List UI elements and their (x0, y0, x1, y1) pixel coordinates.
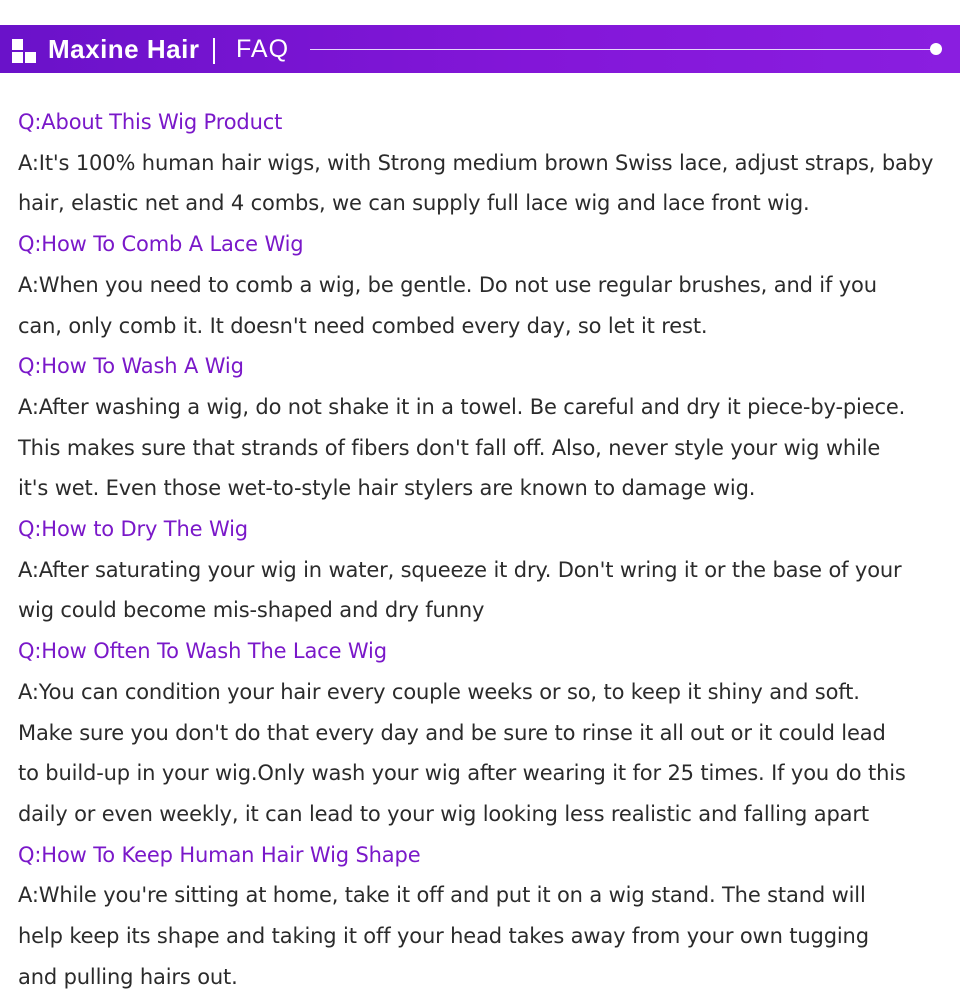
faq-item (18, 631, 948, 835)
faq-answer-line: A:After saturating your wig in water, squeeze it dry. Don't wring it or the base of your (18, 557, 902, 582)
faq-answer-line: This makes sure that strands of fibers don't fall off. Also, never style your wig while (18, 435, 881, 460)
dot-icon (930, 43, 942, 55)
faq-question: Q:How To Wash A Wig (18, 354, 244, 379)
faq-answer-line: can, only comb it. It doesn't need combed every day, so let it rest. (18, 313, 708, 338)
faq-item (18, 835, 948, 998)
faq-answer-line: Make sure you don't do that every day and be sure to rinse it all out or it could lead (18, 720, 886, 745)
faq-question: Q:How To Keep Human Hair Wig Shape (18, 842, 421, 867)
faq-answer-line: hair, elastic net and 4 combs, we can supply full lace wig and lace front wig. (18, 191, 810, 216)
faq-item (18, 102, 948, 224)
faq-answer-line: A:While you're sitting at home, take it off and put it on a wig stand. The stand will (18, 883, 866, 908)
faq-answer-line: A:It's 100% human hair wigs, with Strong medium brown Swiss lace, adjust straps, baby (18, 150, 934, 175)
faq-answer-line: A:You can condition your hair every couple weeks or so, to keep it shiny and soft. (18, 679, 860, 704)
faq-answer-line: it's wet. Even those wet-to-style hair stylers are known to damage wig. (18, 476, 756, 501)
section-title: FAQ (236, 35, 290, 63)
faq-answer-line: A:When you need to comb a wig, be gentle. Do not use regular brushes, and if you (18, 272, 877, 297)
faq-answer-line: daily or even weekly, it can lead to your wig looking less realistic and falling apart (18, 801, 869, 826)
faq-answer-line: help keep its shape and taking it off your head takes away from your own tugging (18, 924, 869, 949)
faq-question: Q:How Often To Wash The Lace Wig (18, 639, 387, 664)
faq-question: Q:How to Dry The Wig (18, 517, 248, 542)
faq-banner (0, 25, 960, 73)
title-separator (213, 38, 215, 64)
faq-question: Q:About This Wig Product (18, 110, 283, 134)
faq-list (18, 102, 948, 997)
logo-squares-icon (12, 39, 36, 63)
faq-item (18, 346, 948, 509)
faq-question: Q:How To Comb A Lace Wig (18, 232, 304, 257)
faq-answer-line: and pulling hairs out. (18, 964, 238, 989)
faq-answer-line: A:After washing a wig, do not shake it in a towel. Be careful and dry it piece-by-piece. (18, 394, 906, 419)
faq-item (18, 509, 948, 631)
banner-rule (310, 49, 932, 50)
faq-item (18, 224, 948, 346)
faq-answer-line: wig could become mis-shaped and dry funny (18, 598, 485, 623)
brand-name: Maxine Hair (48, 34, 200, 64)
faq-answer-line: to build-up in your wig.Only wash your wig after wearing it for 25 times. If you do this (18, 761, 906, 786)
